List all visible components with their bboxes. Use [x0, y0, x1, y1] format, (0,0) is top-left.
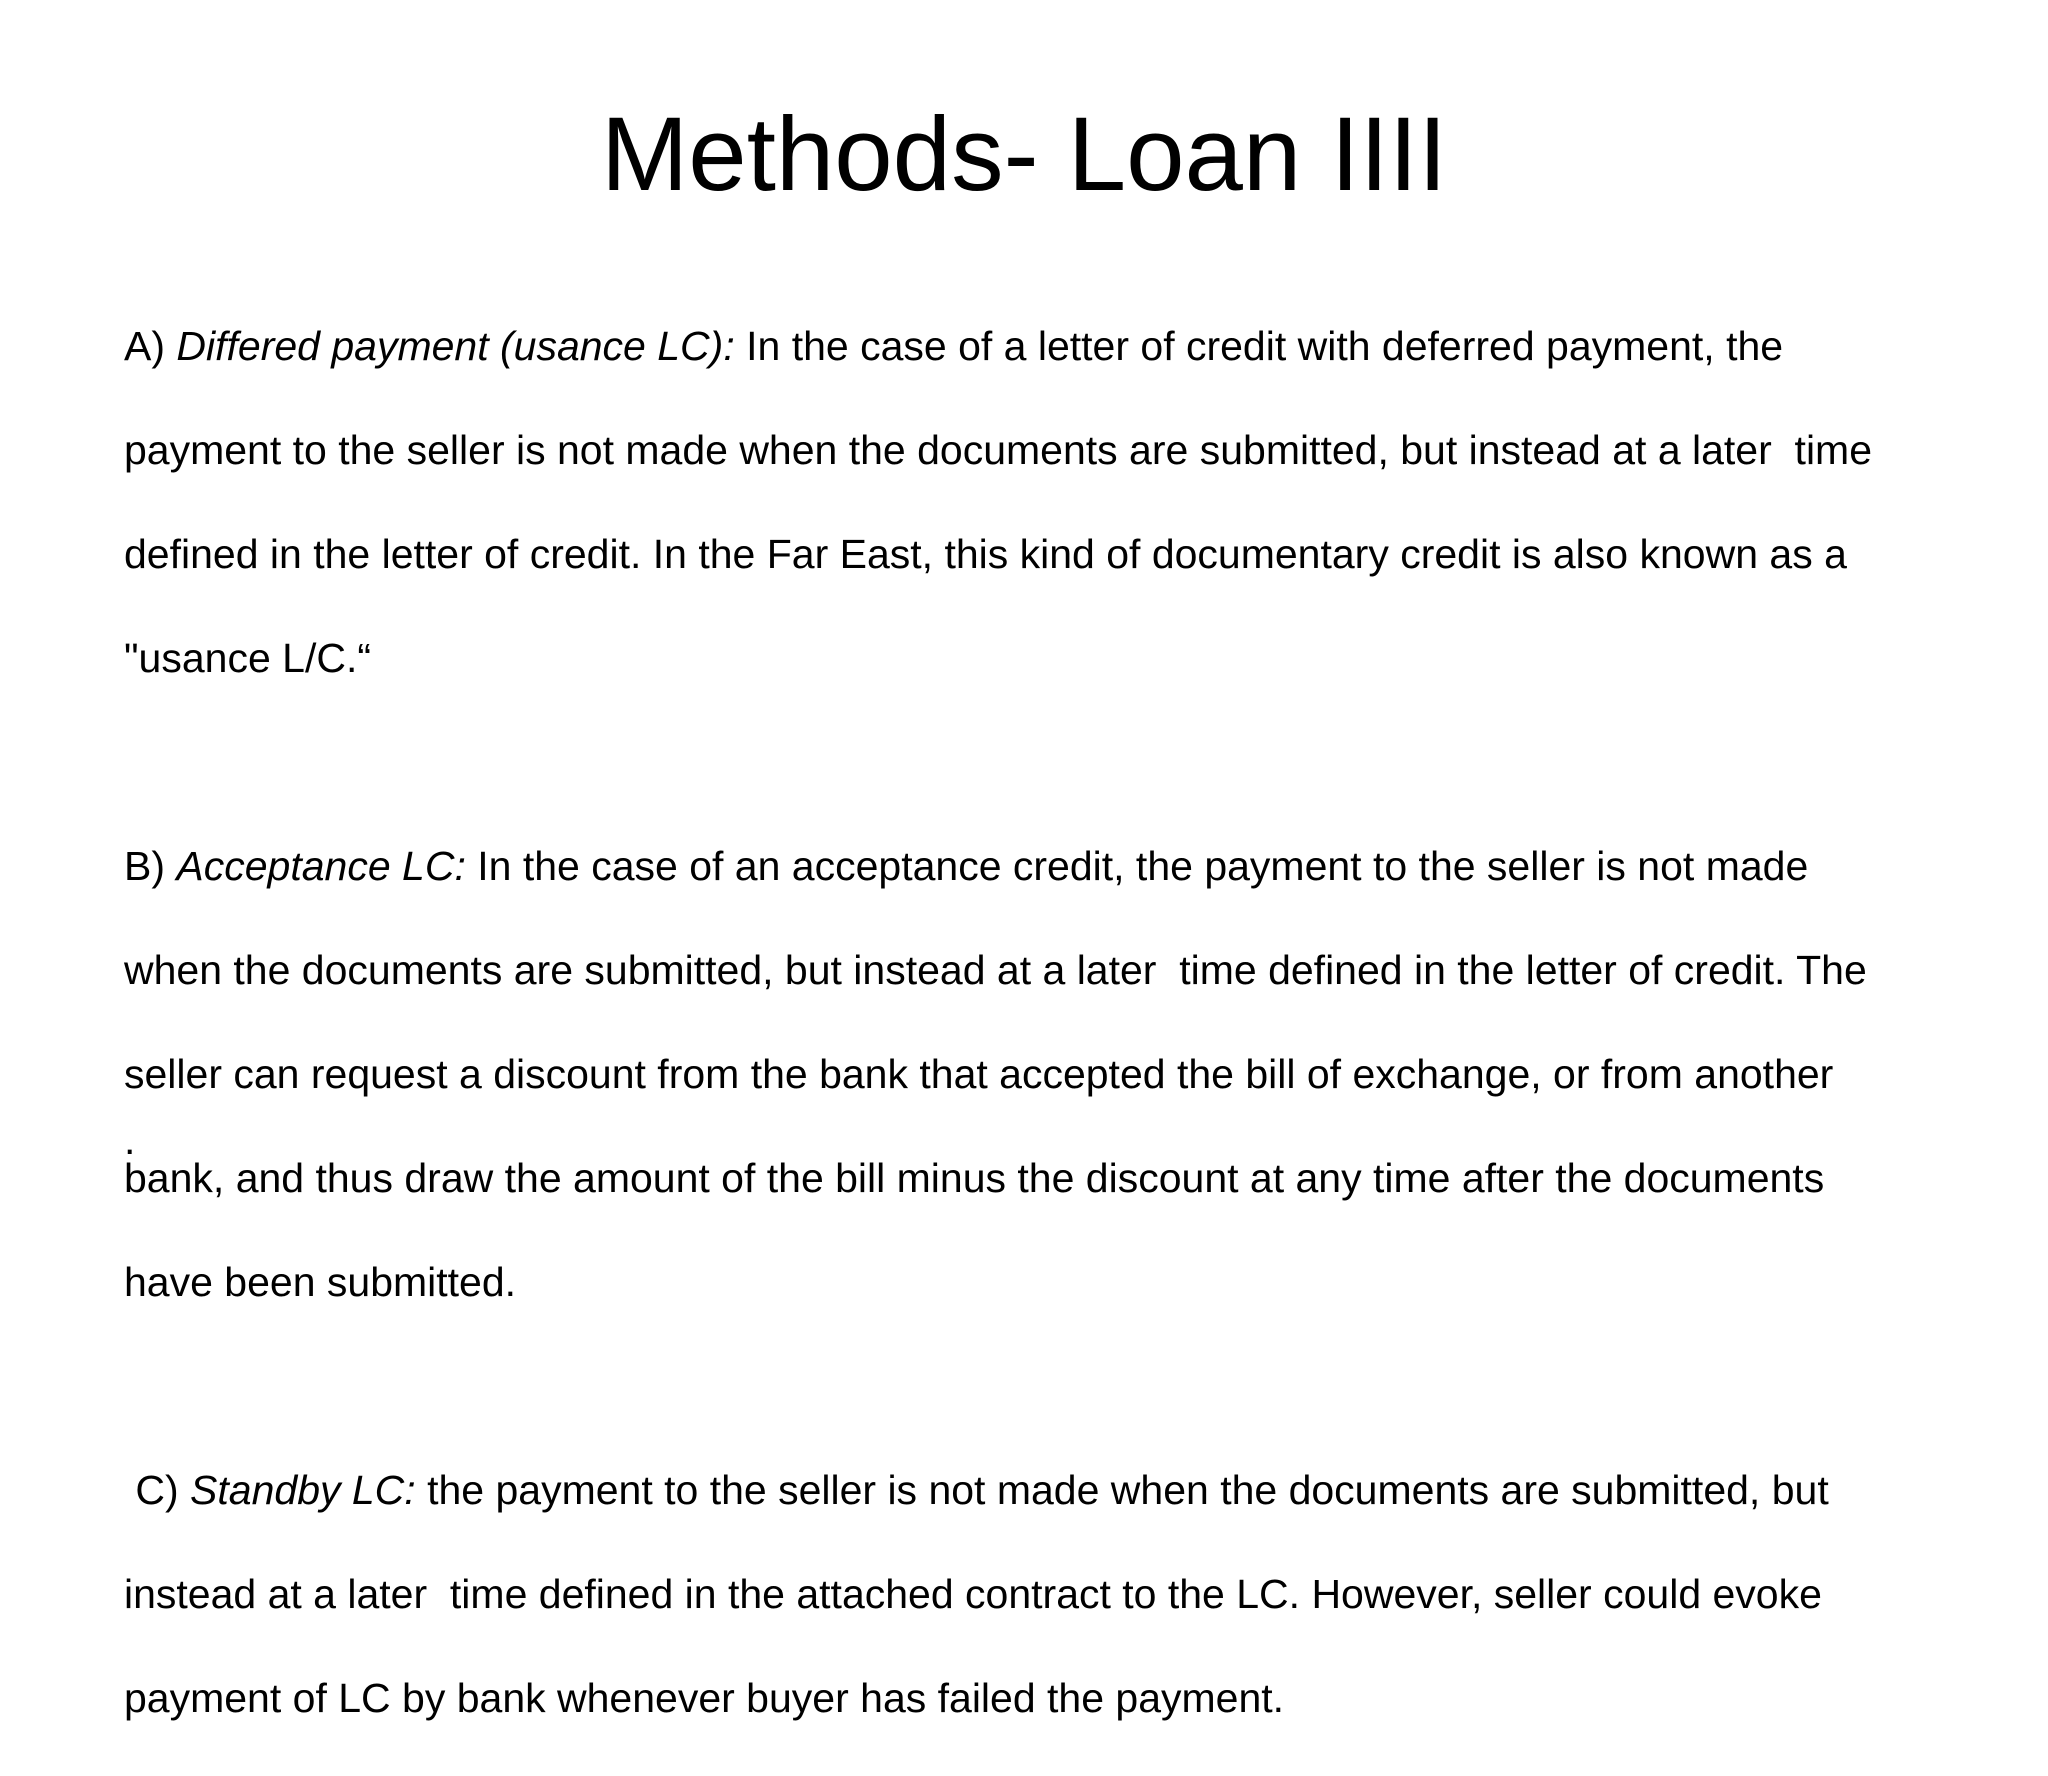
trailing-text: . — [124, 1117, 136, 1163]
paragraph-text: In the case of an acceptance credit, the payment to the seller is not made — [465, 843, 1809, 889]
paragraph-text: the payment to the seller is not made when the documents are submitted, but — [415, 1467, 1829, 1513]
paragraph-standby-lc — [124, 1412, 1984, 1776]
paragraph-differed-payment — [124, 268, 1984, 736]
paragraph-term: Differed payment (usance LC): — [176, 323, 735, 369]
paragraph-line: "usance L/C.“ — [124, 635, 372, 681]
paragraph-prefix: C) — [124, 1467, 191, 1513]
paragraph-line: defined in the letter of credit. In the Far East, this kind of documentary credit is also known as a — [124, 531, 1847, 577]
paragraph-line: have been submitted. — [124, 1259, 517, 1305]
paragraph-line — [124, 1464, 1984, 1516]
paragraph-line: seller can request a discount from the bank that accepted the bill of exchange, or from another — [124, 1051, 1834, 1097]
paragraph-gap — [124, 736, 1984, 788]
paragraph-acceptance-lc — [124, 788, 1984, 1360]
paragraph-gap — [124, 1360, 1984, 1412]
paragraph-prefix: B) — [124, 843, 177, 889]
slide-title: Methods- Loan IIII — [600, 96, 1448, 213]
paragraph-line: payment of LC by bank whenever buyer has failed the payment. — [124, 1675, 1285, 1721]
paragraph-line: bank, and thus draw the amount of the bill minus the discount at any time after the documents — [124, 1155, 1825, 1201]
paragraph-line: payment to the seller is not made when the documents are submitted, but instead at a later time — [124, 427, 1873, 473]
paragraph-prefix: A) — [124, 323, 177, 369]
paragraph-text: In the case of a letter of credit with deferred payment, the — [734, 323, 1784, 369]
paragraph-line — [124, 840, 1984, 892]
paragraph-line: instead at a later time defined in the attached contract to the LC. However, seller could evoke — [124, 1571, 1822, 1617]
slide-body — [124, 268, 1984, 1776]
paragraph-line — [124, 320, 1984, 372]
paragraph-line: when the documents are submitted, but instead at a later time defined in the letter of credit. The — [124, 947, 1867, 993]
paragraph-term: Acceptance LC: — [176, 843, 466, 889]
paragraph-term: Standby LC: — [190, 1467, 416, 1513]
